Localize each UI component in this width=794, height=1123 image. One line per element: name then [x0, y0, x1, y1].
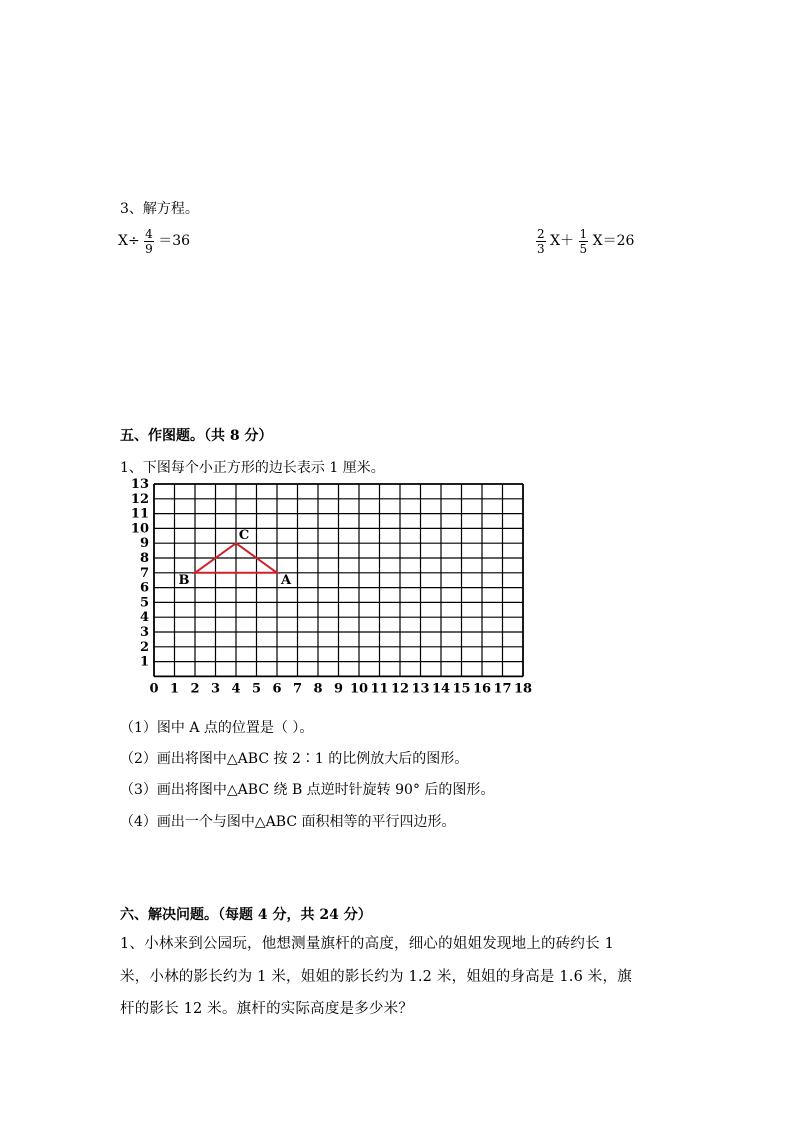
sub-question-2: （2）画出将图中△ABC 按 2∶1 的比例放大后的图形。: [120, 751, 469, 767]
y-tick-label: 9: [139, 536, 149, 552]
equation-2-mid: X＋: [550, 233, 575, 249]
y-tick-label: 4: [139, 610, 149, 626]
y-axis-labels: [131, 478, 149, 670]
problem-1-line-1: 1、小林来到公园玩，他想测量旗杆的高度，细心的姐姐发现地上的砖约长 1: [120, 936, 615, 952]
section-3-title: 3、解方程。: [120, 201, 199, 217]
y-tick-label: 10: [130, 521, 149, 537]
point-label-a: A: [280, 572, 292, 588]
x-tick-label: 15: [452, 681, 471, 697]
x-tick-label: 16: [472, 681, 492, 697]
x-tick-label: 12: [390, 681, 410, 697]
x-tick-label: 6: [272, 681, 282, 697]
x-tick-label: 4: [231, 681, 241, 697]
x-tick-label: 2: [190, 681, 200, 697]
y-tick-label: 7: [139, 565, 149, 581]
x-tick-label: 7: [292, 681, 303, 697]
y-tick-label: 6: [139, 580, 149, 596]
x-tick-label: 3: [210, 681, 221, 697]
sub-question-1: （1）图中 A 点的位置是（ ）。: [120, 720, 314, 736]
x-tick-label: 13: [411, 681, 430, 697]
y-tick-label: 11: [130, 506, 149, 522]
y-tick-label: 5: [139, 595, 149, 611]
sub-question-4: （4）画出一个与图中△ABC 面积相等的平行四边形。: [120, 814, 456, 830]
problem-1-line-3: 杆的影长 12 米。旗杆的实际高度是多少米？: [120, 1001, 414, 1017]
equation-1-suffix: ＝36: [158, 233, 191, 249]
x-tick-label: 9: [333, 681, 344, 697]
y-tick-label: 8: [139, 551, 149, 566]
section-5-heading: 五、作图题。（共 8 分）: [120, 428, 273, 444]
x-axis-labels: [149, 681, 532, 696]
fraction-numerator: 4: [145, 226, 153, 241]
x-tick-label: 5: [251, 681, 262, 697]
problem-1-line-2: 米，小林的影长约为 1 米，姐姐的影长约为 1.2 米，姐姐的身高是 1.6 米，旗: [120, 969, 632, 985]
section-6-heading: 六、解决问题。（每题 4 分，共 24 分）: [120, 907, 372, 923]
x-tick-label: 14: [431, 681, 451, 697]
point-label-b: B: [178, 572, 190, 588]
x-tick-label: 8: [313, 681, 323, 697]
x-tick-label: 18: [513, 681, 533, 697]
y-tick-label: 12: [130, 491, 149, 507]
point-label-c: C: [238, 528, 250, 544]
fraction-denominator: 3: [537, 241, 545, 256]
y-tick-label: 1: [139, 654, 149, 670]
y-tick-label: 2: [139, 639, 149, 655]
fraction-2-3: [536, 227, 546, 256]
x-tick-label: 17: [493, 681, 512, 697]
sub-question-3: （3）画出将图中△ABC 绕 B 点逆时针旋转 90° 后的图形。: [120, 782, 495, 798]
coordinate-grid: [118, 478, 548, 708]
fraction-numerator: 1: [579, 226, 588, 241]
x-tick-label: 10: [349, 681, 369, 697]
fraction-4-9: [144, 227, 154, 256]
equation-1-prefix: X÷: [118, 233, 140, 249]
equation-2-suffix: X＝26: [592, 233, 635, 249]
x-tick-label: 1: [169, 681, 180, 697]
section-5-question-1: 1、下图每个小正方形的边长表示 1 厘米。: [120, 460, 385, 476]
grid-lines: [154, 484, 523, 676]
x-tick-label: 11: [370, 681, 389, 697]
equation-1: [118, 226, 190, 256]
fraction-numerator: 2: [537, 226, 545, 241]
fraction-denominator: 5: [579, 241, 588, 256]
y-tick-label: 3: [139, 625, 149, 640]
fraction-denominator: 9: [145, 241, 153, 256]
equation-2: [536, 226, 634, 256]
x-tick-label: 0: [149, 681, 159, 697]
y-tick-label: 13: [130, 478, 149, 492]
fraction-1-5: [579, 227, 589, 256]
